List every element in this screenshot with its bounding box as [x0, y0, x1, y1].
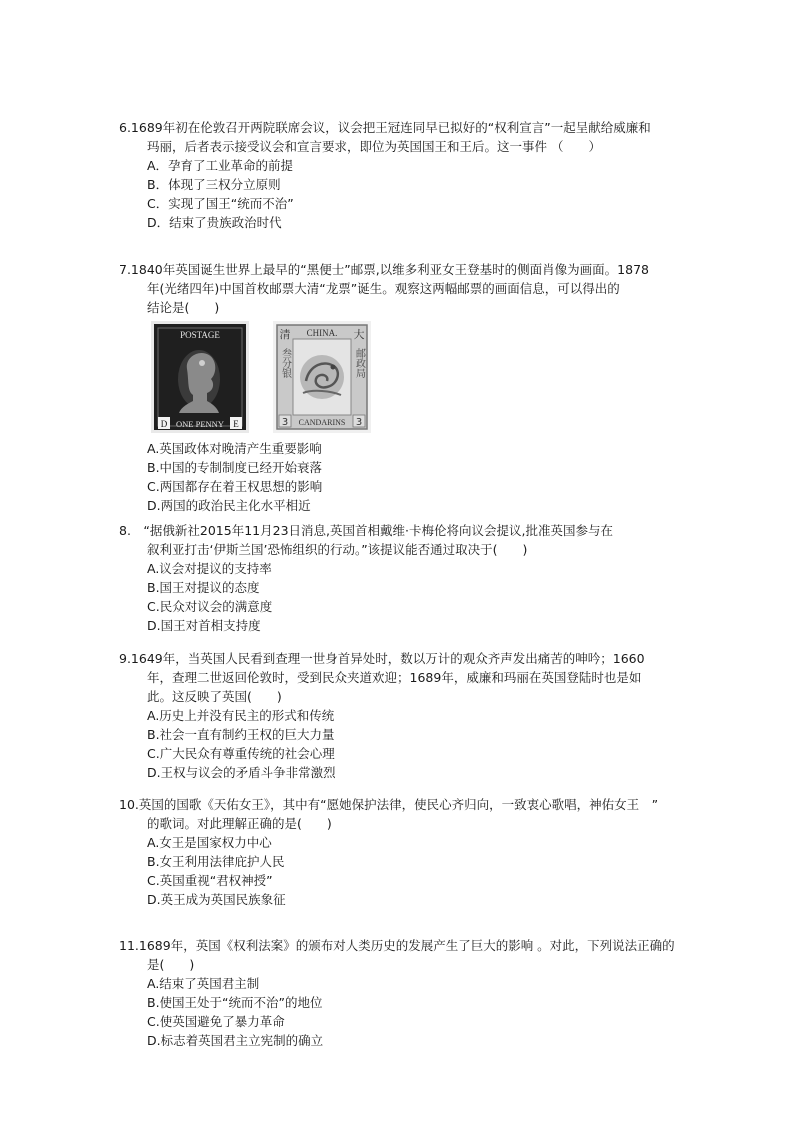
option-a[interactable]: A.英国政体对晚清产生重要影响 [147, 441, 322, 456]
option-d[interactable]: D.标志着英国君主立宪制的确立 [147, 1033, 324, 1048]
stem-line: 年，查理二世返回伦敦时，受到民众夹道欢迎；1689年，威廉和玛丽在英国登陆时也是如 [147, 670, 642, 685]
option-c[interactable]: C.英国重视“君权神授” [147, 873, 273, 888]
stem-line: 此。这反映了英国( ) [147, 689, 282, 704]
question-stem [119, 936, 704, 974]
option-d[interactable]: D.英王成为英国民族象征 [147, 892, 286, 907]
stamp-text: 清 [279, 328, 291, 341]
stem-line: 10.英国的国歌《天佑女王》，其中有“愿她保护法律，使民心齐归向，一致衷心歌唱，神佑女王 ” [119, 797, 659, 812]
question-7 [119, 260, 704, 515]
question-stem [119, 260, 704, 317]
options-list [119, 833, 704, 909]
stamp-text: E [233, 419, 239, 429]
stamp-text: 3 [355, 417, 363, 428]
stamp-text: 叁分银 [279, 348, 291, 378]
question-8 [119, 521, 704, 635]
option-c[interactable]: C.民众对议会的满意度 [147, 599, 273, 614]
options-list [119, 706, 704, 782]
option-a[interactable]: A.女王是国家权力中心 [147, 835, 272, 850]
question-9 [119, 649, 704, 782]
stem-line: 9.1649年，当英国人民看到查理一世身首异处时，数以万计的观众齐声发出痛苦的呻吟；1660 [119, 651, 645, 666]
question-stem [119, 521, 704, 559]
option-d[interactable]: D.王权与议会的矛盾斗争非常激烈 [147, 765, 336, 780]
stem-line: 7.1840年英国诞生世界上最早的“黑便士”邮票,以维多利亚女王登基时的侧面肖像为画面。1878 [119, 262, 649, 277]
stamp-images [147, 321, 704, 433]
options-list [119, 156, 704, 232]
stem-line: 6.1689年初在伦敦召开两院联席会议，议会把王冠连同早已拟好的“权利宣言”一起呈献给威廉和 [119, 120, 651, 135]
question-11 [119, 936, 704, 1050]
dragon-stamp-image [273, 321, 371, 433]
stem-line: 8. “据俄新社2015年11月23日消息,英国首相戴维·卡梅伦将向议会提议,批准英国参与在 [119, 523, 613, 538]
option-a[interactable]: A.历史上并没有民主的形式和传统 [147, 708, 335, 723]
stamp-text: D [160, 419, 168, 429]
option-c[interactable]: C.两国都存在着王权思想的影响 [147, 479, 323, 494]
question-stem [119, 118, 704, 156]
option-c[interactable]: C.广大民众有尊重传统的社会心理 [147, 746, 335, 761]
stem-line: 结论是( ) [147, 300, 220, 315]
stamp-text: CANDARINS [298, 418, 346, 427]
option-a[interactable]: A．孕育了工业革命的前提 [147, 158, 294, 173]
stem-line: 玛丽，后者表示接受议会和宣言要求，即位为英国国王和王后。这一事件 （ ） [147, 139, 601, 154]
stamp-text: 大 [353, 328, 365, 341]
option-b[interactable]: B.使国王处于“统而不治”的地位 [147, 995, 323, 1010]
question-stem [119, 649, 704, 706]
option-a[interactable]: A.议会对提议的支持率 [147, 561, 272, 576]
option-b[interactable]: B.中国的专制制度已经开始衰落 [147, 460, 323, 475]
option-b[interactable]: B.社会一直有制约王权的巨大力量 [147, 727, 335, 742]
stem-line: 叙利亚打击‘伊斯兰国’恐怖组织的行动。”该提议能否通过取决于( ) [147, 542, 528, 557]
question-10 [119, 795, 704, 909]
option-c[interactable]: C.使英国避免了暴力革命 [147, 1014, 285, 1029]
question-stem [119, 795, 704, 833]
stem-line: 的歌词。对此理解正确的是( ) [147, 816, 332, 831]
penny-black-stamp-image [151, 321, 249, 433]
options-list [119, 439, 704, 515]
option-d[interactable]: D．结束了贵族政治时代 [147, 215, 282, 230]
stamp-text: 3 [281, 417, 289, 428]
stem-line: 年(光绪四年)中国首枚邮票大清“龙票”诞生。观察这两幅邮票的画面信息，可以得出的 [147, 281, 620, 296]
option-d[interactable]: D.两国的政治民主化水平相近 [147, 498, 311, 513]
option-d[interactable]: D.国王对首相支持度 [147, 618, 261, 633]
stamp-text: 邮政局 [353, 348, 365, 378]
options-list [119, 559, 704, 635]
stamp-text: CHINA. [306, 328, 338, 338]
option-b[interactable]: B.国王对提议的态度 [147, 580, 260, 595]
option-a[interactable]: A.结束了英国君主制 [147, 976, 260, 991]
stem-line: 是( ) [147, 957, 195, 972]
question-6 [119, 118, 704, 232]
stamp-text: POSTAGE [180, 330, 220, 340]
option-b[interactable]: B．体现了三权分立原则 [147, 177, 281, 192]
stamp-text: ONE PENNY [176, 419, 224, 429]
stem-line: 11.1689年，英国《权利法案》的颁布对人类历史的发展产生了巨大的影响 。对此，下列说法正确的 [119, 938, 675, 953]
option-b[interactable]: B.女王利用法律庇护人民 [147, 854, 285, 869]
option-c[interactable]: C．实现了国王“统而不治” [147, 196, 294, 211]
options-list [119, 974, 704, 1050]
